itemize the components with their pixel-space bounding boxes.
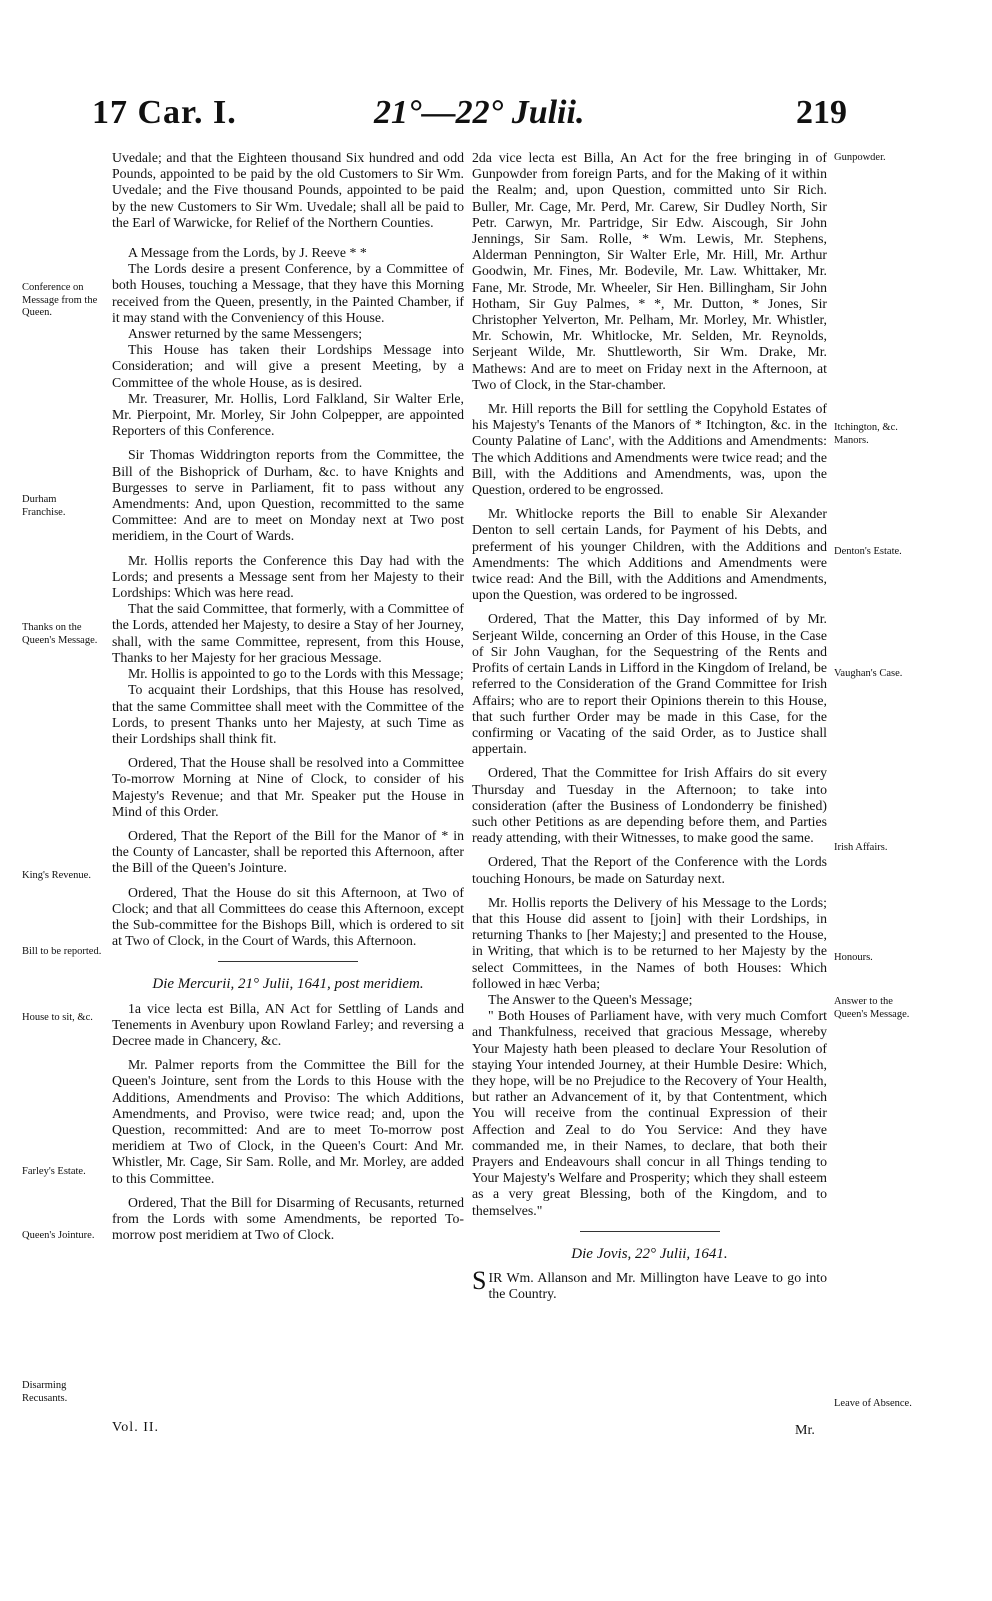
paragraph: Ordered, That the Bill for Disarming of Recusants, returned from the Lords with some Amendments, be reported To-morrow post meridiem at Two of Clock. — [112, 1194, 464, 1243]
margin-note: Disarming Recusants. — [22, 1380, 68, 1404]
running-head-reign: 17 Car. I. — [92, 94, 237, 131]
paragraph: Answer returned by the same Messengers; — [128, 326, 363, 342]
margin-note: Gunpowder. — [834, 152, 886, 163]
paragraph: Ordered, That the House do sit this Afternoon, at Two of Clock; and that all Committees do cease this Afternoon, except the Sub-committee for the Bishops Bill, which is ordered to sit at Two of Clock, in the Court of Wards, this Afternoon. — [112, 884, 464, 949]
paragraph: The Lords desire a present Conference, by a Committee of both Houses, touching a Message, that they have this Morning received from the Queen, presently, in the Painted Chamber, if it may stand with the Conveniency of this House. — [112, 261, 464, 325]
paragraph: Uvedale; and that the Eighteen thousand Six hundred and odd Pounds, appointed to be paid by the old Customers to Sir Wm. Uvedale; and the Five thousand Pounds, appointed to be paid by the new Customers to Sir Wm. Uvedale; shall all be paid to the Earl of Warwicke, for Relief of the Northern Counties. — [112, 150, 464, 230]
right-column — [472, 150, 827, 1302]
margin-note: King's Revenue. — [22, 870, 91, 881]
margin-note: Answer to the Queen's Message. — [834, 996, 910, 1020]
section-rule — [218, 961, 358, 962]
margin-note: Honours. — [834, 952, 873, 963]
paragraph: To acquaint their Lordships, that this House has resolved, that the same Committee shall meet with the Committee of the Lords, to present Thanks unto her Majesty, at such Time as their Lordships shall think fit. — [112, 682, 464, 746]
margin-note: Conference on Message from the Queen. — [22, 282, 98, 318]
margin-note: Farley's Estate. — [22, 1166, 86, 1177]
drop-cap: S — [472, 1266, 487, 1295]
paragraph: Mr. Palmer reports from the Committee the Bill for the Queen's Jointure, sent from the Lords to this House with the Additions, Amendments and Proviso: The which Additions, Amendments, and Proviso, were twice read; and, upon the Question, recommitted: And are to meet To-morrow post meridiem at Two of Clock, in the Queen's Court: And Mr. Whistler, Mr. Cage, Sir Sam. Rolle, and Mr. Morley, are added to this Committee. — [112, 1057, 464, 1186]
paragraph: That the said Committee, that formerly, with a Committee of the Lords, attended her Majesty, to desire a Stay of her Journey, shall, with the same Committee, represent, from this House, Thanks to her Majesty for her gracious Message. — [112, 601, 464, 665]
margin-note: Denton's Estate. — [834, 546, 902, 557]
paragraph: Mr. Hollis is appointed to go to the Lords with this Message; — [128, 666, 464, 682]
paragraph: Ordered, That the Report of the Bill for the Manor of * in the County of Lancaster, shall be reported this Afternoon, after the Bill of the Queen's Jointure. — [112, 827, 464, 876]
page-number: 219 — [796, 94, 847, 131]
running-head-date: 21°—22° Julii. — [374, 94, 585, 131]
paragraph: Mr. Hill reports the Bill for settling the Copyhold Estates of his Majesty's Tenants of the Manors of * Itchington, &c. in the County Palatine of Lanc', with the Additions and Amendments: The which Additions and Amendments were twice read; and the Bill, with the Additions and Amendments, was, upon the Question, ordered to be engrossed. — [472, 401, 827, 498]
margin-note: Durham Franchise. — [22, 494, 66, 518]
volume-signature: Vol. II. — [112, 1420, 160, 1435]
margin-note: Leave of Absence. — [834, 1398, 912, 1409]
margin-note: Irish Affairs. — [834, 842, 888, 853]
sitting-heading: Die Jovis, 22° Julii, 1641. — [571, 1245, 728, 1262]
paragraph: 2da vice lecta est Billa, An Act for the free bringing in of Gunpowder from foreign Parts, and for the Making of it within the Realm; and, upon Question, committed unto Sir Rich. Buller, Mr. Cage, Mr. Perd, Mr. Carew, Sir Dudley North, Sir Petr. Carwyn, Mr. Partridge, Sir Edw. Aiscough, Sir John Jennings, Sir Sam. Rolle, * Wm. Lewis, Mr. Stephens, Alderman Pennington, Sir Walter Erle, Mr. Hill, Mr. Arthur Goodwin, Mr. Fines, Mr. Bodevile, Mr. Law. Whittaker, Mr. Fane, Mr. Strode, Mr. Wheeler, Sir Hen. Billingham, Sir John Hotham, Sir Guy Palmes, * *, Mr. Dutton, * Jones, Sir Christopher Yelverton, Mr. Pelham, Mr. Morley, Mr. Whistler, Mr. Schowin, Mr. Whitlocke, Mr. Selden, Mr. Reynolds, Serjeant Wilde, Mr. Shuttleworth, Sir Wm. Drake, Mr. Mathews: And are to meet on Friday next in the Afternoon, at Two of Clock, in the Star-chamber. — [472, 150, 827, 392]
catchword: Mr. — [795, 1423, 815, 1438]
paragraph: The Answer to the Queen's Message; — [488, 991, 693, 1007]
paragraph: Mr. Whitlocke reports the Bill to enable Sir Alexander Denton to sell certain Lands, for Payment of his Debts, and preferment of his younger Children, with the Additions and Amendments: The which Additions and Amendments were twice read: And the Bill, with the Additions and Amendments, upon the Question, was ordered to be ingrossed. — [472, 506, 827, 603]
paragraph: " Both Houses of Parliament have, with very much Comfort and Thankfulness, received that gracious Message, whereby Your Majesty hath been pleased to declare Your Resolution of staying Your intended Journey, at their Humble Desire: Which, they hope, will be no Prejudice to the Recovery of Your Health, but rather an Advancement of it, by that Contentment, which You will receive from the continual Expression of their Affection and Zeal to do You Service: And they have commanded me, in their Names, to declare, that both their Prayers and Endeavours shall concur in all Things tending to Your Majesty's Welfare and Prosperity; which they shall esteem as a very great Blessing, both of the Kingdom, and to themselves." — [472, 1008, 827, 1218]
paragraph: Ordered, That the House shall be resolved into a Committee To-morrow Morning at Nine of Clock, to consider of his Majesty's Revenue; and that Mr. Speaker put the House in Mind of this Order. — [112, 755, 464, 819]
margin-note: Bill to be reported. — [22, 946, 102, 957]
paragraph: Mr. Hollis reports the Delivery of his Message to the Lords; that this House did assent to [join] with their Lordships, in returning Thanks to [her Majesty;] and presented to the House, in Writing, that which is to be returned to her Majesty by the select Committees, in the Names of both Houses: Which followed in hæc Verba; — [472, 894, 827, 991]
paragraph: Ordered, That the Committee for Irish Affairs do sit every Thursday and Tuesday in the Afternoon; to take into consideration (after the Business of Londonderry be finished) such other Petitions as are depending before them, and Parties ready attending, with their Witnesses, to make good the same. — [472, 765, 827, 846]
margin-note: Itchington, &c. Manors. — [834, 422, 898, 446]
margin-note: Thanks on the Queen's Message. — [22, 622, 98, 646]
paragraph: Mr. Hollis reports the Conference this Day had with the Lords; and presents a Message sent from her Majesty to their Lordships: Which was here read. — [112, 552, 464, 601]
margin-note: Queen's Jointure. — [22, 1230, 95, 1241]
sitting-heading: Die Mercurii, 21° Julii, 1641, post meridiem. — [152, 976, 424, 993]
paragraph: Sir Thomas Widdrington reports from the Committee, the Bill of the Bishoprick of Durham, &c. to have Knights and Burgesses to serve in Parliament, fit to pass without any Amendments: And, upon Question, recommitted to the same Committee: And are to meet on Monday next at Two post meridiem, in the Court of Wards. — [112, 447, 464, 544]
margin-note: Vaughan's Case. — [834, 668, 903, 679]
left-column — [112, 150, 464, 1243]
paragraph: This House has taken their Lordships Message into Consideration; and will give a present Meeting, by a Committee of the whole House, as is desired. — [112, 342, 464, 390]
paragraph: Mr. Treasurer, Mr. Hollis, Lord Falkland, Sir Walter Erle, Mr. Pierpoint, Mr. Morley, Sir John Colpepper, are appointed Reporters of this Conference. — [112, 390, 464, 439]
paragraph: Ordered, That the Matter, this Day informed of by Mr. Serjeant Wilde, concerning an Order of this House, in the Case of Sir John Vaughan, for the Sequestring of the Rents and Profits of certain Lands in Lifford in the Kingdom of Ireland, be referred to the Consideration of the Grand Committee for Irish Affairs; who are to report their Opinions therein to this House, that such further Order may be made in this Case, for the confirming or Vacating of the said Order, as to Justice shall appertain. — [472, 611, 827, 757]
paragraph: A Message from the Lords, by J. Reeve * * — [128, 245, 367, 261]
paragraph: Ordered, That the Report of the Conference with the Lords touching Honours, be made on Saturday next. — [472, 854, 827, 886]
paragraph: 1a vice lecta est Billa, AN Act for Settling of Lands and Tenements in Avenbury upon Rowland Farley; and reversing a Decree made in Chancery, &c. — [112, 1000, 464, 1048]
section-rule — [580, 1231, 720, 1232]
margin-note: House to sit, &c. — [22, 1012, 93, 1023]
paragraph: IR Wm. Allanson and Mr. Millington have Leave to go into the Country. — [488, 1270, 827, 1302]
